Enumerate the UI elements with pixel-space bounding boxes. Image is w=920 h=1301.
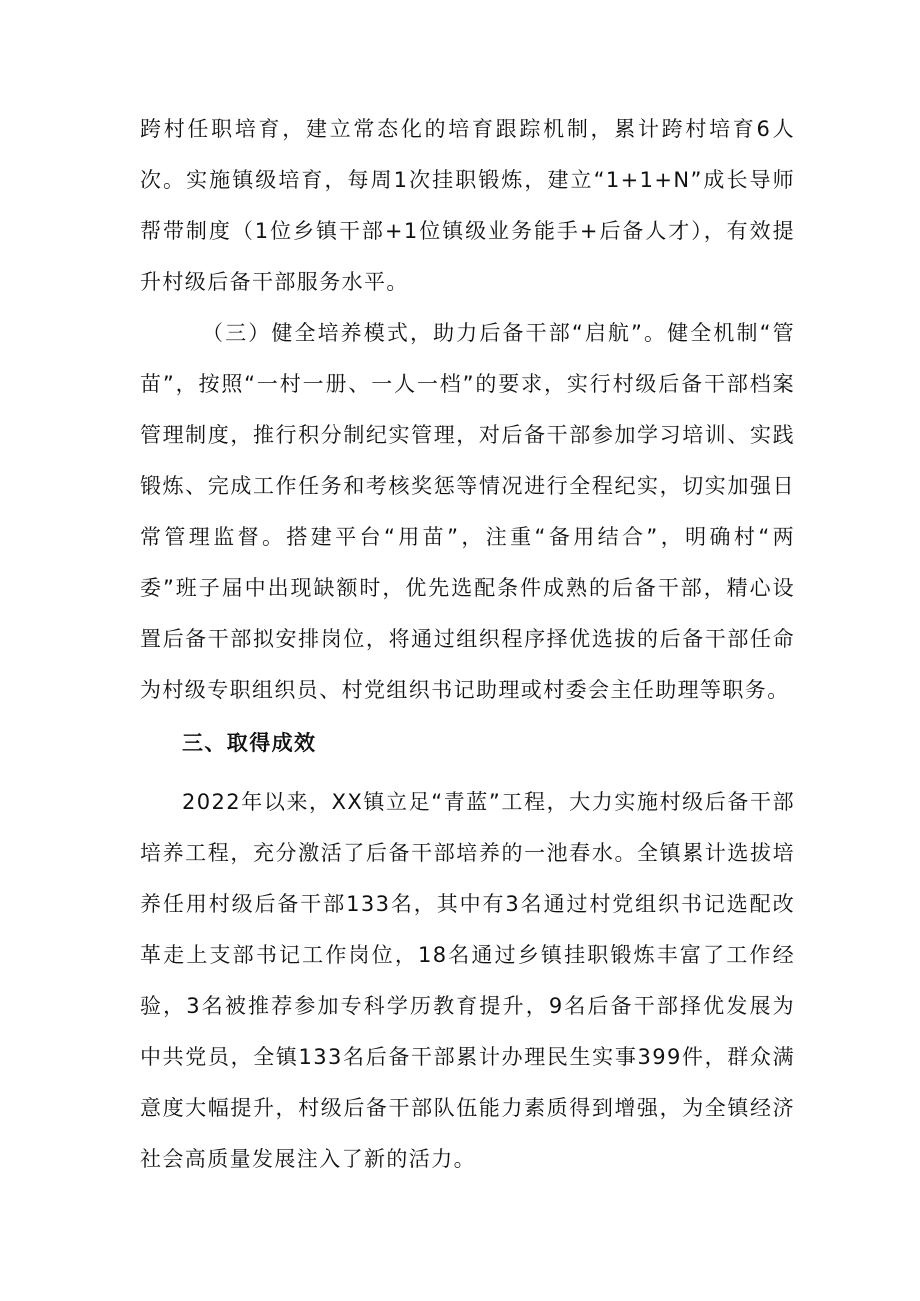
paragraph-results: 2022年以来，XX镇立足“青蓝”工程，大力实施村级后备干部培养工程，充分激活了后备干部培养的一池春水。全镇累计选拔培养任用村级后备干部133名，其中有3名通过村党组织书记选配改革走上支部书记工作岗位，18名通过乡镇挂职锻炼丰富了工作经验，3名被推荐参加专科学历教育提升，9名后备干部择优发展为中共党员，全镇133名后备干部累计办理民生实事399件，群众满意度大幅提升，村级后备干部队伍能力素质得到增强，为全镇经济社会高质量发展注入了新的活力。 [140, 790, 795, 1171]
paragraph-continued: 跨村任职培育，建立常态化的培育跟踪机制，累计跨村培育6人次。实施镇级培育，每周1次挂职锻炼，建立“1+1+N”成长导师帮带制度（1位乡镇干部+1位镇级业务能手+后备人才），有效提升村级后备干部服务水平。 [140, 117, 795, 294]
section-heading-results: 三、取得成效 [182, 731, 317, 755]
paragraph-training-model: （三）健全培养模式，助力后备干部“启航”。健全机制“管苗”，按照“一村一册、一人一档”的要求，实行村级后备干部档案管理制度，推行积分制纪实管理，对后备干部参加学习培训、实践锻炼、完成工作任务和考核奖惩等情况进行全程纪实，切实加强日常管理监督。搭建平台“用苗”，注重“备用结合”，明确村“两委”班子届中出现缺额时，优先选配条件成熟的后备干部，精心设置后备干部拟安排岗位，将通过组织程序择优选拔的后备干部任命为村级专职组织员、村党组织书记助理或村委会主任助理等职务。 [140, 321, 795, 702]
